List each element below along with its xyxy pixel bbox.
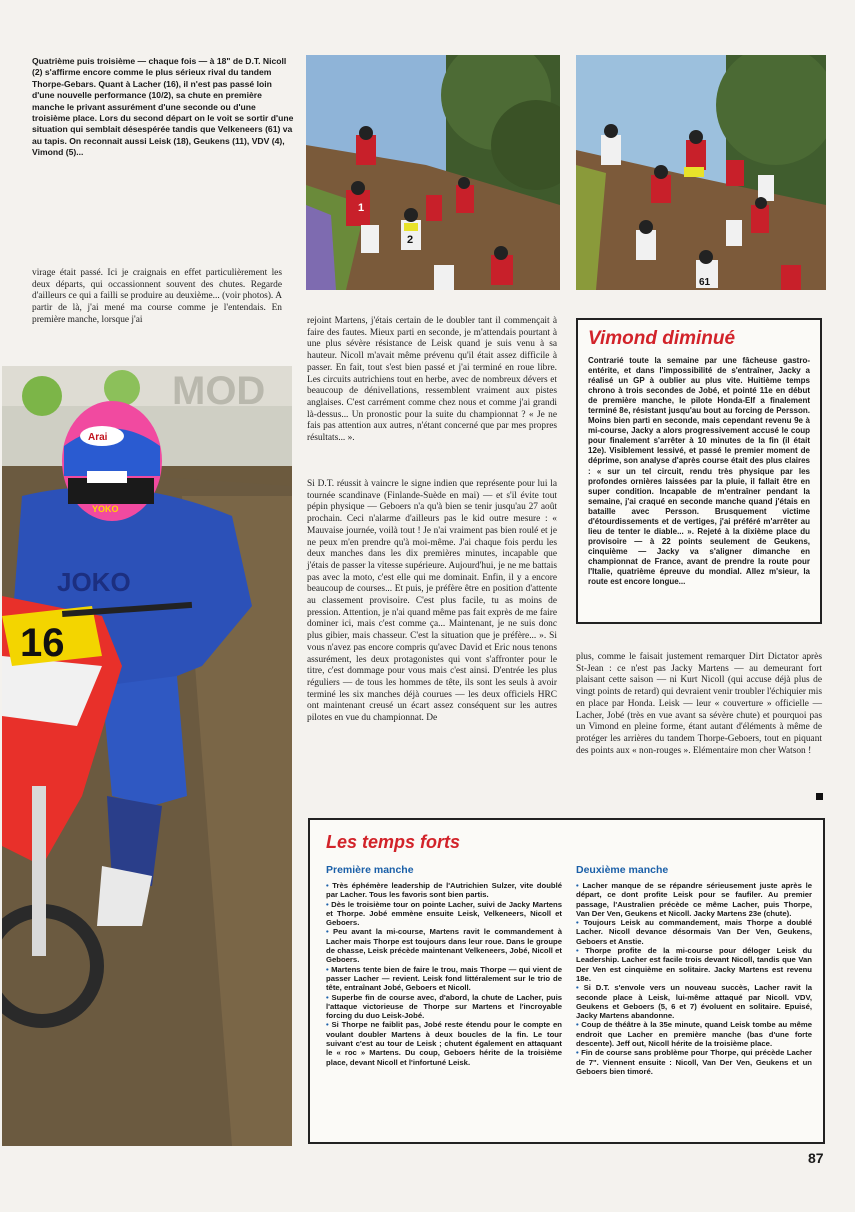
list-item: • Toujours Leisk au commandement, mais Thorpe a doublé Lacher. Nicoll devance désormais Van Der Ven, Geukens, Geboers et Anstie. xyxy=(576,918,812,946)
list-item: • Lacher manque de se répandre sérieusement juste après le départ, ce dont profite Leisk pour se faufiler. Au premier passage, l'Australien précède ce même Lacher, puis Thorpe, Van Der Ven, Geukens et Nicoll. Jacky Martens 23e (chute). xyxy=(576,881,812,918)
bib-number: 61 xyxy=(699,277,711,288)
vimond-sidebar xyxy=(576,318,822,624)
svg-text:YOKO: YOKO xyxy=(92,504,119,514)
highlights-box xyxy=(308,818,825,1144)
column-2-text-continued: Si D.T. réussit à vaincre le signe indien que représente pour lui la tournée scandinave (Finlande-Suède en mai) — et s'il évite tout pépin physique — Geboers n'a qu'à bien se tenir jusqu'au 27 août prochain. Ceci n'alarme d'ailleurs pas le kid outre mesure : « Mauvaise journée, voilà tout ! Je n'ai vraiment pas bien roulé et je ne peux m'en prendre qu'à moi-même. J'ai chaque fois perdu les deux manches dans les dix premières minutes, incapable que j'étais de passer la vitesse supérieure. Aujourd'hui, je ne me battais pas avec la moto, c'est elle qui me dominait. Enfin, il y a encore beaucoup de courses... Et puis, je préfère être en position d'attente au classement provisoire. C'est plus facile, tu as moins de pression. Attention, je n'ai quand même pas fait exprès de me faire dominer ici, mais c'est comme ça... Maintenant, je ne suis donc plus gibier, mais chasseur. C'est la situation que je préfère... ». Si vous n'avez pas encore compris qu'avec David et Eric nous tenons assurément, les deux protagonistes qui vont s'affronter pour le titre, c'est dommage pour vous mais c'est ainsi. D'entrée les plus réguliers — de tous les hommes de tête, ils sont les seuls à avoir terminé les six manches déjà courues — les deux officiels HRC ont maintenant creusé un écart assez conséquent sur les autres pilotes en vue du championnat. De xyxy=(307,479,557,724)
bib-number: 2 xyxy=(407,234,414,246)
second-heat-column xyxy=(576,864,812,1076)
list-item: • Coup de théâtre à la 35e minute, quand Leisk tombe au même endroit que Lacher en première manche (bas d'une forte descente). Jeff out, Nicoll hérite de la troisième place. xyxy=(576,1020,812,1048)
rider-photo xyxy=(2,366,292,1146)
highlights-title: Les temps forts xyxy=(326,832,461,852)
list-item: • Superbe fin de course avec, d'abord, la chute de Lacher, puis l'attaque victorieuse de Thorpe sur Martens et l'incroyable forcing du duo Leisk-Jobé. xyxy=(326,993,562,1021)
column-2-text: rejoint Martens, j'étais certain de le doubler tant il commençait à faire des fautes. Mieux parti en seconde, je m'attendais pourtant à une plus sévère résistance de Leisk quand je suis venu à sa hauteur. Nicoll m'avait même prévenu qu'il était assez difficile à passer. En fait, tout s'est bien passé et j'ai terminé en roue libre. Les circuits autrichiens tout en herbe, avec de nombreux dévers et beaucoup de dénivellations, ressemblent vraiment aux pistes anglaises. C'est carrément comme chez nous et comme j'ai grandi là-dessus... Un pronostic pour la suite du championnat ? « Je ne fais pas attention aux autres, n'étant concerné que par mes propres résultats... ». xyxy=(307,316,557,444)
list-item: • Peu avant la mi-course, Martens ravit le commandement à Lacher mais Thorpe est toujours dans leur roue. Dans le groupe de chasse, Leisk précède maintenant Velkeneers, Jobé, Nicoll et Geboers. xyxy=(326,927,562,964)
vimond-text: Contrarié toute la semaine par une fâcheuse gastro-entérite, et dans l'impossibilité de s'entraîner, Jacky a réalisé un GP à oublier au plus vite. Huitième temps chrono à trois secondes de Jobé, et pointé 11e en début de première manche, le pilote Honda-Elf a finalement terminé 8e, résistant jusqu'au bout au forcing de Persson. Moins bien parti en seconde, mais cependant revenu 9e à mi-course, Jacky a alors progressivement accusé le coup pour finalement s'arrêter à 10 minutes de la fin (il était 12e). Visiblement lessivé, et passé le premier moment de déprime, son analyse d'après course était des plus claires : « sur un tel circuit, rendu très physique par les profondes ornières laissées par la pluie, il fallait être en super condition. Incapable de m'entraîner pendant la semaine, j'ai craqué en seconde manche quand j'étais en bataille avec Persson. Brusquement victime d'étourdissements et de vertiges, j'ai préféré m'arrêter au lieu de tenter le diable... ». Rejeté à la dixième place du provisoire — à 22 points seulement de Geukens, cinquième — Jacky va s'aligner dimanche en championnat de France, avant de prendre la route pour l'Italie, quatrième épreuve du mondial. Allez m'sieur, la route est encore longue... xyxy=(588,356,810,587)
first-heat-column xyxy=(326,864,562,1067)
list-item: • Thorpe profite de la mi-course pour déloger Leisk du Leadership. Lacher est facile trois devant Nicoll, tandis que Van Der Ven est cinquième en solitaire. Jacky Martens est revenu 18e. xyxy=(576,946,812,983)
helmet-brand: Arai xyxy=(88,432,108,443)
first-heat-heading: Première manche xyxy=(326,864,414,876)
race-start-photo-2 xyxy=(576,55,826,290)
svg-text:MOD: MOD xyxy=(172,369,266,413)
list-item: • Très éphémère leadership de l'Autrichien Sulzer, vite doublé par Lacher. Tous les favoris sont bien partis. xyxy=(326,881,562,900)
list-item: • Martens tente bien de faire le trou, mais Thorpe — qui vient de passer Lacher — revient. Leisk fond littéralement sur le trio de tête, entraînant Jobé, Geboers et Nicoll. xyxy=(326,965,562,993)
jersey-text: JOKO xyxy=(57,567,131,597)
bike-number: 16 xyxy=(20,621,65,665)
second-heat-heading: Deuxième manche xyxy=(576,864,669,876)
list-item: • Si D.T. s'envole vers un nouveau succès, Lacher ravit la seconde place à Leisk, lui-même attaqué par Nicoll. VDV, Geukens et Geboers (5, 6 et 7) évoluent en solitaire. Epuisé, Jacky Martens abandonne. xyxy=(576,983,812,1020)
list-item: • Dès le troisième tour on pointe Lacher, suivi de Jacky Martens et Thorpe. Jobé emmène ensuite Leisk, Velkeneers, Nicoll et Geboers. xyxy=(326,900,562,928)
page-number: 87 xyxy=(808,1150,824,1166)
vimond-title: Vimond diminué xyxy=(588,328,736,349)
bib-number: 1 xyxy=(358,202,365,214)
race-start-photo-1 xyxy=(306,55,560,290)
photo-caption: Quatrième puis troisième — chaque fois — à 18" de D.T. Nicoll (2) s'affirme encore comme le plus sérieux rival du tandem Thorpe-Gebars. Quant à Lacher (16), il n'est pas passé loin d'une nouvelle performance (10/2), sa chute en première manche le privant assurément d'une seconde ou d'une troisième place. Lors du second départ on le voit se sortir d'une situation qui semblait désespérée tandis que Velkeneers (61) va au tapis. On reconnait aussi Leisk (18), Geukens (11), VDV (4), Vimond (5)... xyxy=(32,56,294,158)
end-mark xyxy=(816,793,823,800)
column-1-text: virage était passé. Ici je craignais en effet particulièrement les deux départs, qui occassionnent souvent des chutes. Regarde d'ailleurs ce qui a failli se produire au deuxième... (voir photos). A partir de là, j'ai mené ma course comme je l'entendais. En première manche, lorsque j'ai xyxy=(32,268,282,325)
list-item: • Si Thorpe ne faiblit pas, Jobé reste étendu pour le compte en voulant doubler Martens à deux boucles de la fin. Le tour suivant c'est au tour de Leisk ; chutent également en attaquant le « roc » Martens. Du coup, Geboers hérite de la troisième place, devant Nicoll et l'infortuné Leisk. xyxy=(326,1020,562,1066)
column-3-text: plus, comme le faisait justement remarquer Dirt Dictator après St-Jean : ce n'est pas Jacky Martens — au demeurant fort plaisant cette saison — ni Kurt Nicoll (qui accuse déjà plus de vingt points de retard) qui devraient venir troubler l'échiquier mis en place par Honda. Leisk — leur « couverture » officielle — Lacher, Jobé (très en vue avant sa sévère chute) et pourquoi pas un Vimond en pleine forme, étant autant d'éléments à même de protéger les arrières du tandem Thorpe-Geboers, tout en piquant des points aux « non-rouges ». Elémentaire mon cher Watson ! xyxy=(576,652,822,756)
list-item: • Fin de course sans problème pour Thorpe, qui précède Lacher de 7". Viennent ensuite : Nicoll, Van Der Ven, Geukens et un Geboers bien timoré. xyxy=(576,1048,812,1076)
